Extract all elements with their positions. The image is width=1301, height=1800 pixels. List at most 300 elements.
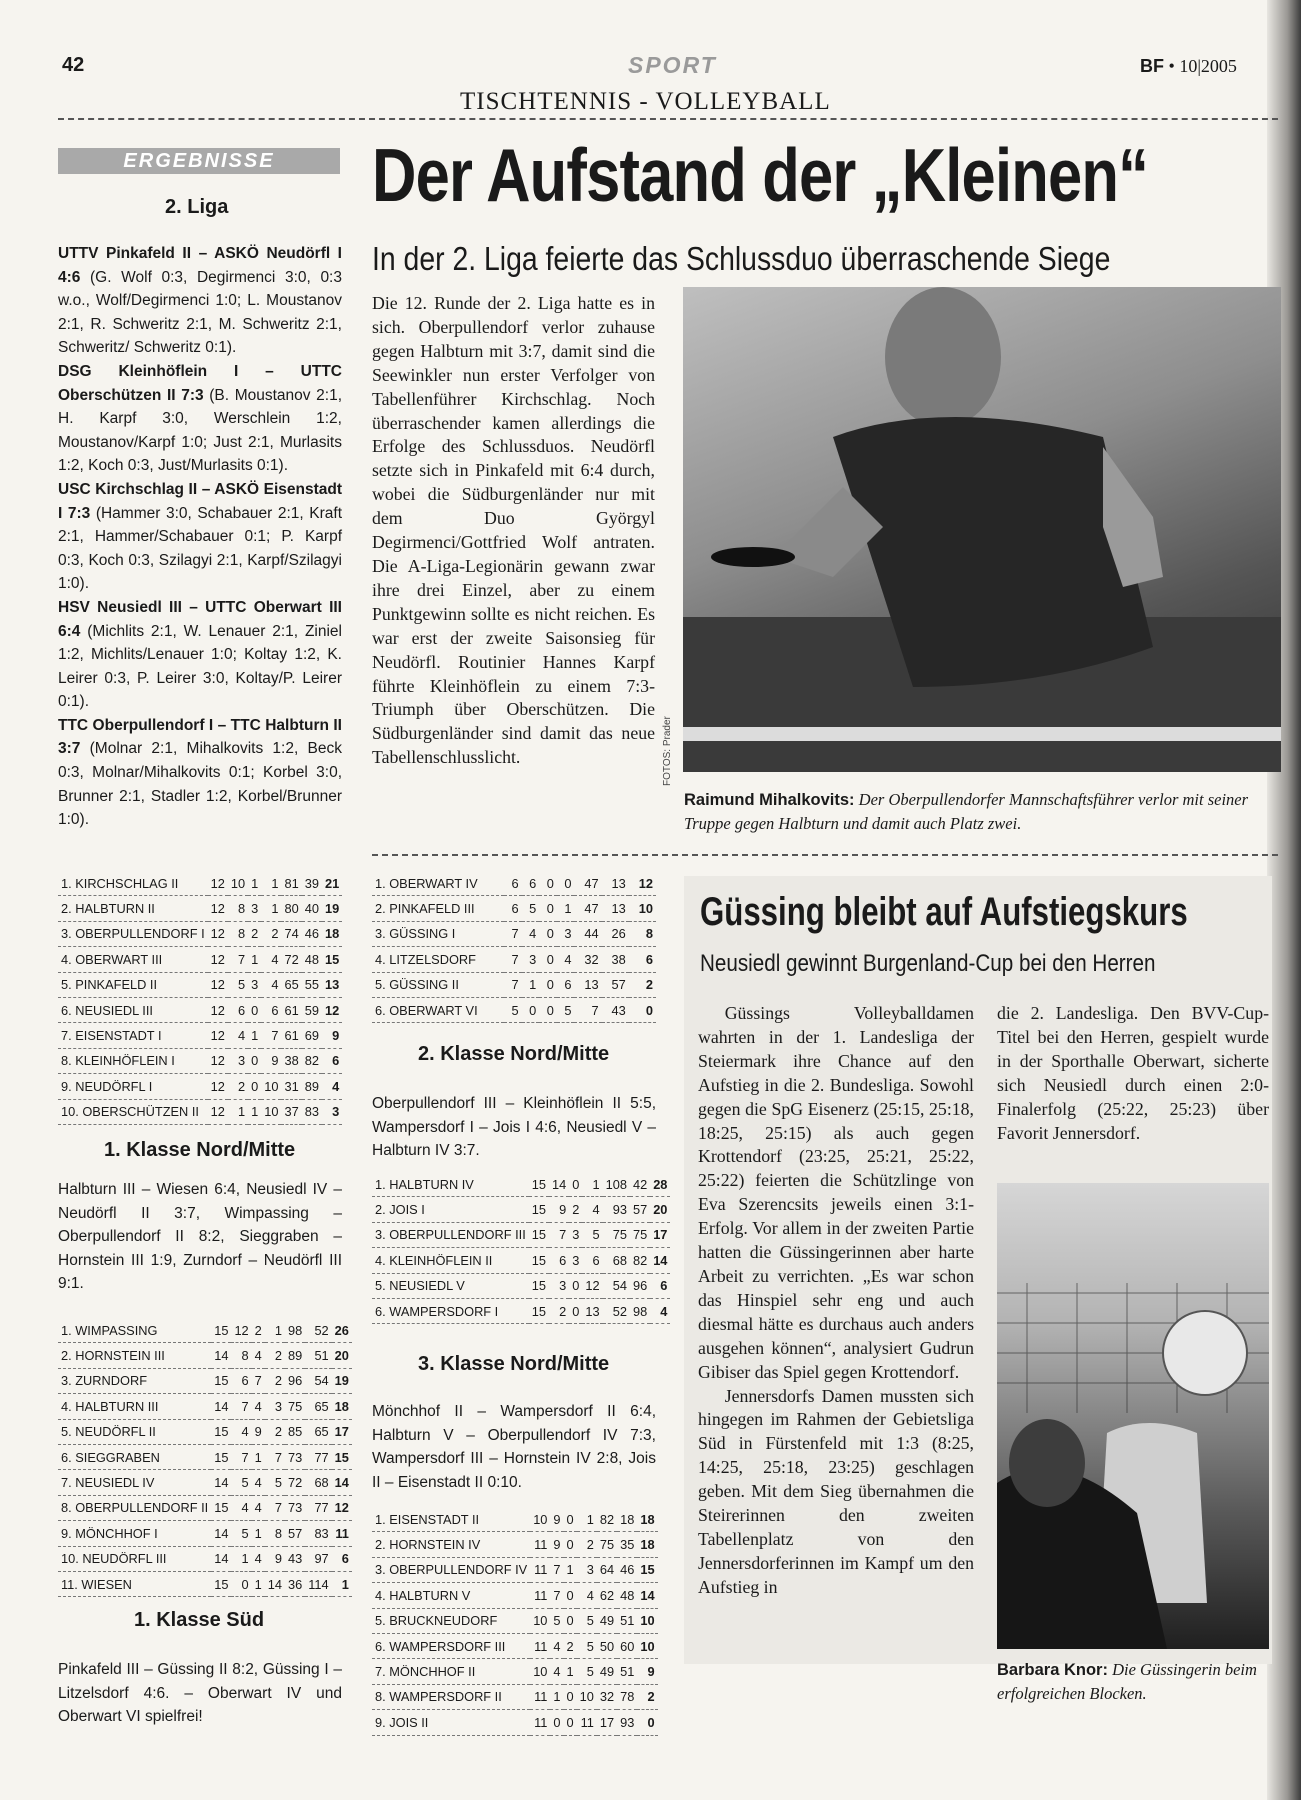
points-cell: 10 — [637, 1608, 657, 1633]
stat-cell: 2 — [252, 1318, 265, 1343]
stat-cell: 5 — [231, 1521, 251, 1546]
stat-cell: 6 — [557, 972, 575, 997]
points-cell: 9 — [637, 1659, 657, 1684]
stat-cell: 6 — [228, 997, 248, 1022]
stat-cell: 0 — [539, 896, 557, 921]
stat-cell: 78 — [617, 1684, 637, 1709]
points-cell: 17 — [332, 1419, 352, 1444]
stat-cell: 46 — [302, 921, 322, 946]
stat-cell: 18 — [617, 1507, 637, 1532]
stat-cell: 0 — [564, 1684, 577, 1709]
points-cell: 12 — [322, 997, 342, 1022]
photo-volleyball-block — [997, 1183, 1269, 1649]
match-result — [58, 360, 342, 478]
match-detail: (Hammer 3:0, Schabauer 2:1, Kraft 2:1, Hammer/Schabauer 0:1; P. Karpf 0:3, Koch 0:3, Szilagyi 2:1, Karpf/Szilagyi 1:0). — [58, 504, 343, 593]
results-klasse1s: Pinkafeld III – Güssing II 8:2, Güssing I – Litzelsdorf 4:6. – Oberwart IV und Oberwart VI spielfrei! — [58, 1661, 342, 1726]
stat-cell: 15 — [211, 1495, 231, 1520]
stat-cell: 2 — [261, 921, 281, 946]
issue-info: BF • 10|2005 — [1140, 56, 1237, 76]
team-cell: 4. HALBTURN III — [58, 1394, 211, 1419]
stat-cell: 1 — [582, 1172, 602, 1197]
table-row — [58, 972, 342, 997]
team-cell: 2. JOIS I — [372, 1197, 529, 1222]
stat-cell: 1 — [248, 1099, 261, 1124]
stat-cell: 108 — [603, 1172, 630, 1197]
heading-klasse1s: 1. Klasse Süd — [134, 1609, 265, 1631]
stat-cell: 9 — [550, 1532, 563, 1557]
stat-cell: 72 — [285, 1470, 305, 1495]
points-cell: 15 — [322, 947, 342, 972]
article1-headline: Der Aufstand der „Kleinen“ — [372, 133, 1149, 217]
stat-cell: 9 — [549, 1197, 569, 1222]
stat-cell: 1 — [248, 871, 261, 896]
table-row — [58, 1023, 342, 1048]
stat-cell: 68 — [603, 1248, 630, 1273]
stat-cell: 12 — [208, 896, 228, 921]
stat-cell: 11 — [530, 1710, 550, 1735]
stat-cell: 83 — [305, 1521, 331, 1546]
stat-cell: 114 — [305, 1571, 331, 1596]
stat-cell: 2 — [265, 1343, 285, 1368]
points-cell: 14 — [332, 1470, 352, 1495]
table-row — [372, 1583, 658, 1608]
stat-cell: 1 — [228, 1099, 248, 1124]
stat-cell: 8 — [231, 1343, 251, 1368]
points-cell: 17 — [650, 1222, 670, 1247]
stat-cell: 10 — [261, 1099, 281, 1124]
points-cell: 4 — [322, 1074, 342, 1099]
stat-cell: 82 — [597, 1507, 617, 1532]
stat-cell: 9 — [261, 1048, 281, 1073]
article2-subheadline: Neusiedl gewinnt Burgenland-Cup bei den Herren — [700, 950, 1156, 977]
stat-cell: 65 — [281, 972, 301, 997]
team-cell: 1. HALBTURN IV — [372, 1172, 529, 1197]
stat-cell: 0 — [522, 997, 540, 1022]
stat-cell: 11 — [530, 1532, 550, 1557]
article2-para1: Güssings Volleyballdamen wahrten in der 1. Landesliga der Steiermark ihre Chance auf den Aufstieg in die 2. Bundesliga. Sowohl gegen die SpG Eisenerz (25:15, 25:18, 18:25, 25:15) als auch gegen Krottendorf (23:25, 25:21, 25:22, 25:22) feierten die Schützlinge von Eva Szerencsits jeweils einen 3:1-Erfolg. Vor allem in der zweiten Partie hatten die Güssingerinnen aber harte Arbeit zu verrichten. „Es war schon das Hinspiel sehr eng und auch diesmal hätte es durchaus auch anders ausgehen können“, analysiert Gudrun Gibiser das Spiel gegen Krottendorf. — [698, 1003, 974, 1382]
stat-cell: 1 — [261, 896, 281, 921]
stat-cell: 2 — [228, 1074, 248, 1099]
stat-cell: 1 — [522, 972, 540, 997]
team-cell: 8. OBERPULLENDORF II — [58, 1495, 211, 1520]
stat-cell: 43 — [602, 997, 629, 1022]
team-cell: 1. OBERWART IV — [372, 871, 504, 896]
stat-cell: 1 — [231, 1546, 251, 1571]
points-cell: 2 — [637, 1684, 657, 1709]
stat-cell: 15 — [529, 1172, 549, 1197]
team-cell: 4. HALBTURN V — [372, 1583, 530, 1608]
team-cell: 6. OBERWART VI — [372, 997, 504, 1022]
stat-cell: 7 — [265, 1444, 285, 1469]
points-cell: 12 — [332, 1495, 352, 1520]
standings-table-klasse1s — [372, 871, 656, 1023]
stat-cell: 40 — [302, 896, 322, 921]
stat-cell: 6 — [504, 871, 522, 896]
stat-cell: 0 — [569, 1172, 582, 1197]
standings-table-liga2 — [58, 871, 342, 1125]
stat-cell: 4 — [550, 1633, 563, 1658]
stat-cell: 14 — [211, 1470, 231, 1495]
stat-cell: 5 — [550, 1608, 563, 1633]
stat-cell: 7 — [504, 921, 522, 946]
match-teams: TTC Oberpullendorf I – TTC Halbturn II 3:7 — [58, 716, 342, 758]
points-cell: 18 — [637, 1507, 657, 1532]
stat-cell: 9 — [550, 1507, 563, 1532]
stat-cell: 5 — [522, 896, 540, 921]
stat-cell: 0 — [248, 997, 261, 1022]
points-cell: 0 — [637, 1710, 657, 1735]
table-row — [58, 1571, 352, 1596]
stat-cell: 36 — [285, 1571, 305, 1596]
points-cell: 4 — [650, 1298, 670, 1323]
table-row — [58, 1470, 352, 1495]
stat-cell: 98 — [285, 1318, 305, 1343]
stat-cell: 0 — [564, 1532, 577, 1557]
stat-cell: 77 — [305, 1495, 331, 1520]
stat-cell: 11 — [530, 1557, 550, 1582]
stat-cell: 9 — [252, 1419, 265, 1444]
stat-cell: 0 — [564, 1608, 577, 1633]
table-row — [372, 1710, 658, 1735]
stat-cell: 1 — [564, 1659, 577, 1684]
stat-cell: 3 — [522, 947, 540, 972]
stat-cell: 38 — [602, 947, 629, 972]
points-cell: 6 — [332, 1546, 352, 1571]
points-cell: 14 — [650, 1248, 670, 1273]
stat-cell: 0 — [564, 1507, 577, 1532]
stat-cell: 85 — [285, 1419, 305, 1444]
stat-cell: 3 — [569, 1248, 582, 1273]
results-klasse3nm: Mönchhof II – Wampersdorf II 6:4, Halbturn V – Oberpullendorf IV 7:3, Wampersdorf III – Hornstein IV 2:8, Jois II – Eisenstadt II 0:10. — [372, 1403, 656, 1491]
stat-cell: 15 — [211, 1444, 231, 1469]
points-cell: 11 — [332, 1521, 352, 1546]
table-row — [372, 1507, 658, 1532]
stat-cell: 12 — [208, 997, 228, 1022]
stat-cell: 12 — [208, 972, 228, 997]
stat-cell: 89 — [302, 1074, 322, 1099]
stat-cell: 0 — [557, 871, 575, 896]
heading-klasse1nm: 1. Klasse Nord/Mitte — [104, 1139, 296, 1161]
stat-cell: 51 — [617, 1608, 637, 1633]
stat-cell: 6 — [522, 871, 540, 896]
stat-cell: 0 — [550, 1710, 563, 1735]
team-cell: 7. EISENSTADT I — [58, 1023, 208, 1048]
table-row — [58, 1394, 352, 1419]
stat-cell: 75 — [603, 1222, 630, 1247]
heading-klasse3nm: 3. Klasse Nord/Mitte — [418, 1353, 610, 1375]
stat-cell: 6 — [504, 896, 522, 921]
stat-cell: 5 — [577, 1659, 597, 1684]
stat-cell: 31 — [281, 1074, 301, 1099]
stat-cell: 3 — [248, 896, 261, 921]
stat-cell: 15 — [211, 1368, 231, 1393]
stat-cell: 5 — [228, 972, 248, 997]
stat-cell: 0 — [539, 997, 557, 1022]
stat-cell: 4 — [582, 1197, 602, 1222]
table-row — [58, 1343, 352, 1368]
stat-cell: 7 — [265, 1495, 285, 1520]
team-cell: 6. WAMPERSDORF III — [372, 1633, 530, 1658]
table-row — [372, 1557, 658, 1582]
team-cell: 11. WIESEN — [58, 1571, 211, 1596]
standings-table-klasse1nm — [58, 1318, 352, 1597]
article2-para2: Jennersdorfs Damen mussten sich hingegen im Rahmen der Gebietsliga Süd in Fürstenfeld mit 1:3 (8:25, 14:25, 25:18, 23:25) geschlagen geben. Mit dem Sieg übernahmen die Steirerinnen den zweiten Tabellenplatz von den Jennersdorferinnen im Kampf um den Aufstieg in — [698, 1385, 974, 1597]
team-cell: 5. NEUSIEDL V — [372, 1273, 529, 1298]
stat-cell: 14 — [211, 1394, 231, 1419]
stat-cell: 5 — [577, 1608, 597, 1633]
mid-divider — [372, 854, 1278, 856]
table-row — [58, 1048, 342, 1073]
stat-cell: 13 — [582, 1298, 602, 1323]
team-cell: 2. HORNSTEIN III — [58, 1343, 211, 1368]
team-cell: 6. WAMPERSDORF I — [372, 1298, 529, 1323]
stat-cell: 0 — [539, 871, 557, 896]
points-cell: 28 — [650, 1172, 670, 1197]
stat-cell: 57 — [630, 1197, 650, 1222]
article1-body: Die 12. Runde der 2. Liga hatte es in sich. Oberpullendorf verlor zuhause gegen Halbturn mit 3:7, damit sind die Seewinkler nun erster Verfolger von Tabellenführer Kirchschlag. Noch überraschender kamen allerdings die Erfolge des Schlussduos. Neudörfl setzte sich in Pinkafeld mit 6:4 durch, wobei die Südburgenländer nur mit dem Duo Györgyl Degirmenci/Gottfried Wolf antraten. Die A-Liga-Legionärin gewann zwar ihre drei Einzel, aber zu einem Punktgewinn sollte es nicht reichen. Es war erst der zweite Saisonsieg für Neudörfl. Routinier Hannes Karpf führte Kleinhöflein zu einem 7:3-Triumph über Oberschützen. Die Südburgenländer sind damit das neue Tabellenschlusslicht. — [372, 293, 655, 768]
stat-cell: 1 — [248, 1023, 261, 1048]
stat-cell: 3 — [549, 1273, 569, 1298]
team-cell: 2. HORNSTEIN IV — [372, 1532, 530, 1557]
stat-cell: 4 — [550, 1659, 563, 1684]
stat-cell: 5 — [557, 997, 575, 1022]
stat-cell: 12 — [208, 1074, 228, 1099]
stat-cell: 4 — [252, 1495, 265, 1520]
points-cell: 20 — [332, 1343, 352, 1368]
stat-cell: 1 — [252, 1444, 265, 1469]
team-cell: 5. BRUCKNEUDORF — [372, 1608, 530, 1633]
page-edge-shadow — [1267, 0, 1301, 1800]
stat-cell: 7 — [231, 1394, 251, 1419]
issue-number: 10|2005 — [1179, 56, 1237, 76]
stat-cell: 14 — [211, 1343, 231, 1368]
table-row — [372, 921, 656, 946]
stat-cell: 5 — [265, 1470, 285, 1495]
stat-cell: 7 — [261, 1023, 281, 1048]
stat-cell: 2 — [265, 1368, 285, 1393]
stat-cell: 11 — [530, 1684, 550, 1709]
match-detail: (Molnar 2:1, Mihalkovits 1:2, Beck 0:3, Molnar/Mihalkovits 0:1; Korbel 3:0, Brunner 2:1, Stadler 1:2, Korbel/Brunner 1:0). — [58, 740, 342, 829]
points-cell: 8 — [629, 921, 656, 946]
stat-cell: 32 — [574, 947, 601, 972]
stat-cell: 73 — [285, 1495, 305, 1520]
stat-cell: 0 — [564, 1583, 577, 1608]
stat-cell: 82 — [630, 1248, 650, 1273]
stat-cell: 62 — [597, 1583, 617, 1608]
stat-cell: 81 — [281, 871, 301, 896]
team-cell: 1. KIRCHSCHLAG II — [58, 871, 208, 896]
points-cell: 18 — [332, 1394, 352, 1419]
points-cell: 18 — [637, 1532, 657, 1557]
stat-cell: 0 — [539, 921, 557, 946]
team-cell: 3. GÜSSING I — [372, 921, 504, 946]
stat-cell: 75 — [630, 1222, 650, 1247]
stat-cell: 15 — [529, 1248, 549, 1273]
table-row — [58, 997, 342, 1022]
points-cell: 3 — [322, 1099, 342, 1124]
stat-cell: 47 — [574, 871, 601, 896]
match-teams: HSV Neusiedl III – UTTC Oberwart III 6:4 — [58, 598, 342, 640]
table-row — [372, 997, 656, 1022]
points-cell: 10 — [629, 896, 656, 921]
team-cell: 3. OBERPULLENDORF I — [58, 921, 208, 946]
points-cell: 15 — [332, 1444, 352, 1469]
team-cell: 9. MÖNCHHOF I — [58, 1521, 211, 1546]
stat-cell: 38 — [281, 1048, 301, 1073]
match-detail: (B. Moustanov 2:1, H. Karpf 3:0, Werschlein 1:2, Moustanov/Karpf 1:0; Just 2:1, Murlasits 1:2, Koch 0:3, Just/Murlasits 0:1). — [58, 386, 343, 475]
stat-cell: 17 — [597, 1710, 617, 1735]
stat-cell: 54 — [603, 1273, 630, 1298]
stat-cell: 93 — [603, 1197, 630, 1222]
table-row — [372, 1248, 670, 1273]
stat-cell: 59 — [302, 997, 322, 1022]
table-row — [372, 896, 656, 921]
stat-cell: 57 — [285, 1521, 305, 1546]
stat-cell: 0 — [569, 1273, 582, 1298]
stat-cell: 6 — [549, 1248, 569, 1273]
results-box-title: ERGEBNISSE — [58, 148, 340, 174]
stat-cell: 10 — [228, 871, 248, 896]
standings-table-klasse3nm — [372, 1507, 658, 1736]
stat-cell: 8 — [228, 896, 248, 921]
stat-cell: 14 — [549, 1172, 569, 1197]
team-cell: 7. NEUSIEDL IV — [58, 1470, 211, 1495]
team-cell: 6. NEUSIEDL III — [58, 997, 208, 1022]
table-row — [58, 871, 342, 896]
stat-cell: 3 — [248, 972, 261, 997]
stat-cell: 2 — [577, 1532, 597, 1557]
match-teams: DSG Kleinhöflein I – UTTC Oberschützen II 7:3 — [58, 362, 342, 404]
stat-cell: 1 — [557, 896, 575, 921]
stat-cell: 0 — [539, 947, 557, 972]
stat-cell: 3 — [228, 1048, 248, 1073]
stat-cell: 7 — [228, 947, 248, 972]
photo1-caption-name: Raimund Mihalkovits: — [684, 791, 855, 809]
stat-cell: 14 — [211, 1521, 231, 1546]
table-row — [58, 1444, 352, 1469]
team-cell: 4. KLEINHÖFLEIN II — [372, 1248, 529, 1273]
team-cell: 6. SIEGGRABEN — [58, 1444, 211, 1469]
stat-cell: 75 — [285, 1394, 305, 1419]
stat-cell: 15 — [529, 1222, 549, 1247]
stat-cell: 44 — [574, 921, 601, 946]
stat-cell: 8 — [265, 1521, 285, 1546]
stat-cell: 4 — [228, 1023, 248, 1048]
team-cell: 10. OBERSCHÜTZEN II — [58, 1099, 208, 1124]
stat-cell: 47 — [574, 896, 601, 921]
stat-cell: 65 — [305, 1394, 331, 1419]
stat-cell: 52 — [305, 1318, 331, 1343]
table-row — [372, 1659, 658, 1684]
stat-cell: 48 — [617, 1583, 637, 1608]
stat-cell: 13 — [574, 972, 601, 997]
stat-cell: 14 — [265, 1571, 285, 1596]
stat-cell: 5 — [577, 1633, 597, 1658]
stat-cell: 14 — [211, 1546, 231, 1571]
points-cell: 26 — [332, 1318, 352, 1343]
table-row — [372, 1532, 658, 1557]
stat-cell: 43 — [285, 1546, 305, 1571]
team-cell: 8. KLEINHÖFLEIN I — [58, 1048, 208, 1073]
stat-cell: 4 — [522, 921, 540, 946]
stat-cell: 7 — [504, 972, 522, 997]
stat-cell: 7 — [231, 1444, 251, 1469]
stat-cell: 10 — [530, 1507, 550, 1532]
stat-cell: 77 — [305, 1444, 331, 1469]
stat-cell: 2 — [549, 1298, 569, 1323]
points-cell: 0 — [629, 997, 656, 1022]
stat-cell: 6 — [582, 1248, 602, 1273]
points-cell: 15 — [637, 1557, 657, 1582]
team-cell: 5. NEUDÖRFL II — [58, 1419, 211, 1444]
table-row — [58, 1368, 352, 1393]
stat-cell: 74 — [281, 921, 301, 946]
stat-cell: 12 — [208, 921, 228, 946]
table-row — [58, 1318, 352, 1343]
stat-cell: 1 — [261, 871, 281, 896]
table-row — [372, 1298, 670, 1323]
team-cell: 1. WIMPASSING — [58, 1318, 211, 1343]
stat-cell: 65 — [305, 1419, 331, 1444]
stat-cell: 1 — [577, 1507, 597, 1532]
stat-cell: 1 — [252, 1571, 265, 1596]
stat-cell: 69 — [302, 1023, 322, 1048]
points-cell: 19 — [332, 1368, 352, 1393]
stat-cell: 4 — [261, 947, 281, 972]
stat-cell: 51 — [305, 1343, 331, 1368]
stat-cell: 3 — [557, 921, 575, 946]
match-teams: USC Kirchschlag II – ASKÖ Eisenstadt I 7:3 — [58, 480, 342, 522]
team-cell: 9. NEUDÖRFL I — [58, 1074, 208, 1099]
stat-cell: 4 — [252, 1546, 265, 1571]
stat-cell: 97 — [305, 1546, 331, 1571]
stat-cell: 0 — [564, 1710, 577, 1735]
stat-cell: 93 — [617, 1710, 637, 1735]
photo2-caption-text: Die Güssingerin beim erfolgreichen Blocken. — [997, 1660, 1257, 1703]
stat-cell: 12 — [208, 1048, 228, 1073]
stat-cell: 4 — [252, 1343, 265, 1368]
stat-cell: 61 — [281, 997, 301, 1022]
stat-cell: 80 — [281, 896, 301, 921]
table-row — [372, 1222, 670, 1247]
stat-cell: 12 — [231, 1318, 251, 1343]
stat-cell: 1 — [265, 1318, 285, 1343]
match-detail: (G. Wolf 0:3, Degirmenci 3:0, 0:3 w.o., Wolf/Degirmenci 1:0; L. Moustanov 2:1, R. Schweritz 2:1, M. Schweritz 2:1, Schweritz/ Schweritz 0:1). — [58, 268, 342, 357]
stat-cell: 5 — [582, 1222, 602, 1247]
match-result — [58, 596, 342, 714]
stat-cell: 5 — [504, 997, 522, 1022]
stat-cell: 98 — [630, 1298, 650, 1323]
header-divider — [58, 118, 1278, 120]
topic-heading: TISCHTENNIS - VOLLEYBALL — [460, 88, 831, 115]
team-cell: 5. PINKAFELD II — [58, 972, 208, 997]
stat-cell: 73 — [285, 1444, 305, 1469]
stat-cell: 13 — [602, 871, 629, 896]
stat-cell: 52 — [603, 1298, 630, 1323]
points-cell: 20 — [650, 1197, 670, 1222]
table-row — [372, 1197, 670, 1222]
stat-cell: 15 — [211, 1571, 231, 1596]
stat-cell: 32 — [597, 1684, 617, 1709]
stat-cell: 12 — [208, 947, 228, 972]
stat-cell: 26 — [602, 921, 629, 946]
team-cell: 2. HALBTURN II — [58, 896, 208, 921]
table-row — [58, 947, 342, 972]
stat-cell: 4 — [252, 1394, 265, 1419]
stat-cell: 12 — [208, 1099, 228, 1124]
stat-cell: 5 — [231, 1470, 251, 1495]
points-cell: 19 — [322, 896, 342, 921]
